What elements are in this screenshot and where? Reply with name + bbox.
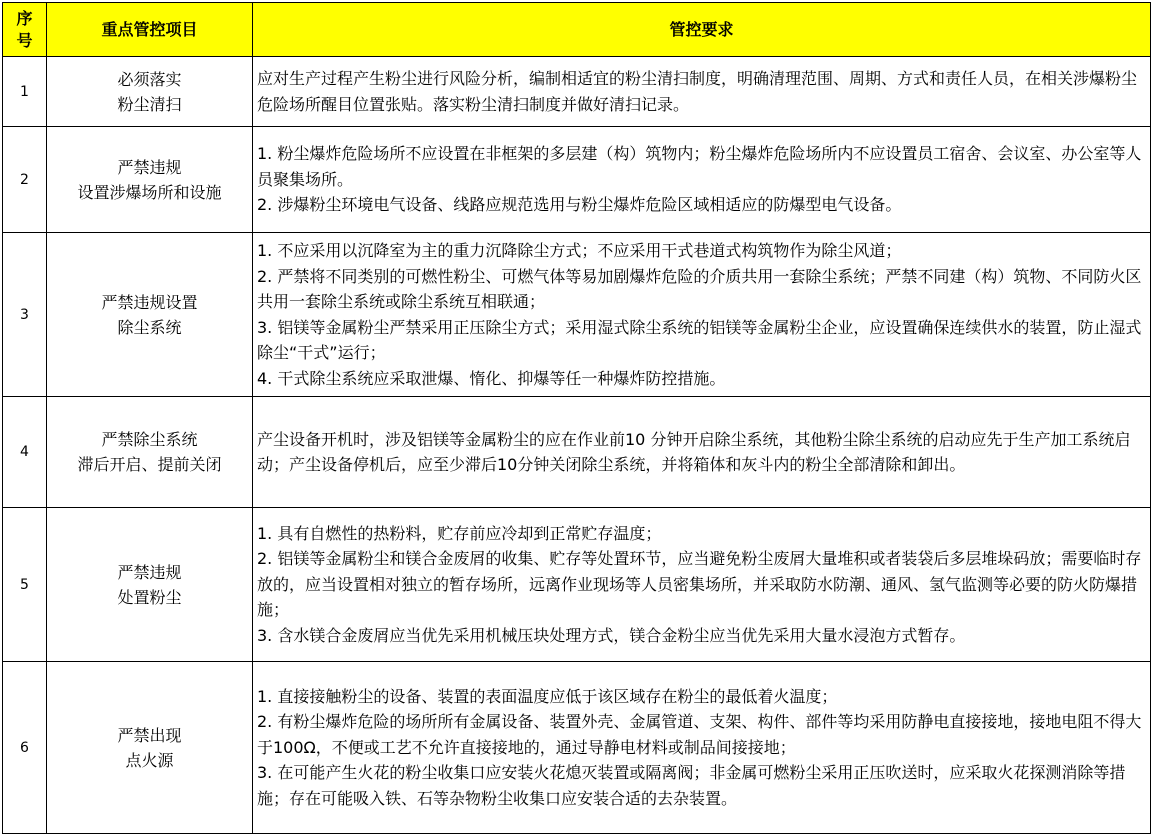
control-item-line: 处置粉尘: [117, 587, 182, 607]
control-item-line: 设置涉爆场所和设施: [77, 182, 222, 202]
header-row: [3, 3, 1151, 57]
table-row: [3, 57, 1151, 127]
control-item-line: 点火源: [125, 750, 174, 770]
control-item: [47, 662, 253, 834]
row-number: 2: [3, 127, 47, 233]
control-item-line: 严禁违规设置: [101, 292, 198, 312]
control-requirement: [253, 233, 1151, 397]
row-number: 6: [3, 662, 47, 834]
control-requirement: [253, 127, 1151, 233]
row-number: 5: [3, 508, 47, 662]
requirement-clause: 1. 粉尘爆炸危险场所不应设置在非框架的多层建（构）筑物内；粉尘爆炸危险场所内不应设置员工宿舍、会议室、办公室等人员聚集场所。: [257, 144, 1142, 189]
control-item: [47, 57, 253, 127]
control-item-line: 严禁违规: [117, 157, 182, 177]
requirement-clause: 1. 具有自燃性的热粉料，贮存前应冷却到正常贮存温度；: [257, 523, 662, 543]
table-row: [3, 662, 1151, 834]
requirement-clause: 1. 直接接触粉尘的设备、装置的表面温度应低于该区域存在粉尘的最低着火温度；: [257, 686, 838, 706]
control-item: [47, 508, 253, 662]
row-number: 4: [3, 397, 47, 508]
header-serial-no-line1: 序: [16, 8, 33, 28]
control-item: [47, 127, 253, 233]
table-row: [3, 127, 1151, 233]
header-serial-no: [3, 3, 47, 57]
control-requirement: [253, 508, 1151, 662]
control-item: [47, 397, 253, 508]
requirement-clause: 3. 在可能产生火花的粉尘收集口应安装火花熄灭装置或隔离阀；非金属可燃粉尘采用正压吹送时，应采取火花探测消除等措施；存在可能吸入铁、石等杂物粉尘收集口应安装合适的去杂装置。: [257, 763, 1126, 808]
control-item: [47, 233, 253, 397]
requirement-clause: 3. 铝镁等金属粉尘严禁采用正压除尘方式；采用湿式除尘系统的铝镁等金属粉尘企业，应设置确保连续供水的装置，防止湿式除尘“干式”运行；: [257, 317, 1142, 362]
control-requirement: 产尘设备开机时，涉及铝镁等金属粉尘的应在作业前10 分钟开启除尘系统，其他粉尘除尘系统的启动应先于生产加工系统启动；产尘设备停机后，应至少滞后10分钟关闭除尘系统，并将箱体和灰斗内的粉尘全部清除和卸出。: [253, 397, 1151, 508]
control-requirement: [253, 662, 1151, 834]
header-control-item: 重点管控项目: [47, 3, 253, 57]
control-item-line: 严禁出现: [117, 725, 182, 745]
table-row: [3, 508, 1151, 662]
row-number: 1: [3, 57, 47, 127]
control-item-line: 滞后开启、提前关闭: [77, 455, 222, 474]
control-item-line: 粉尘清扫: [117, 94, 182, 114]
control-item-line: 严禁违规: [117, 562, 182, 582]
table-row: [3, 233, 1151, 397]
row-number: 3: [3, 233, 47, 397]
requirement-clause: 1. 不应采用以沉降室为主的重力沉降除尘方式；不应采用干式巷道式构筑物作为除尘风道；: [257, 241, 902, 260]
control-requirement: 应对生产过程产生粉尘进行风险分析，编制相适宜的粉尘清扫制度，明确清理范围、周期、方式和责任人员，在相关涉爆粉尘危险场所醒目位置张贴。落实粉尘清扫制度并做好清扫记录。: [253, 57, 1151, 127]
control-item-line: 必须落实: [117, 69, 182, 89]
requirement-clause: 2. 严禁将不同类别的可燃性粉尘、可燃气体等易加剧爆炸危险的介质共用一套除尘系统；严禁不同建（构）筑物、不同防火区共用一套除尘系统或除尘系统互相联通；: [257, 266, 1142, 311]
requirement-clause: 2. 铝镁等金属粉尘和镁合金废屑的收集、贮存等处置环节，应当避免粉尘废屑大量堆积或者装袋后多层堆垛码放；需要临时存放的，应当设置相对独立的暂存场所，远离作业现场等人员密集场所，并采取防水防潮、通风、氢气监测等必要的防火防爆措施；: [257, 549, 1142, 620]
requirement-clause: 4. 干式除尘系统应采取泄爆、惰化、抑爆等任一种爆炸防控措施。: [257, 368, 726, 388]
control-item-line: 严禁除尘系统: [101, 430, 198, 449]
requirement-clause: 2. 涉爆粉尘环境电气设备、线路应规范选用与粉尘爆炸危险区域相适应的防爆型电气设备。: [257, 195, 902, 215]
header-control-requirement: 管控要求: [253, 3, 1151, 57]
table-row: [3, 397, 1151, 508]
dust-control-table: [2, 2, 1151, 834]
header-serial-no-line2: 号: [16, 30, 33, 50]
requirement-clause: 3. 含水镁合金废屑应当优先采用机械压块处理方式，镁合金粉尘应当优先采用大量水浸泡方式暂存。: [257, 625, 966, 645]
requirement-clause: 2. 有粉尘爆炸危险的场所所有金属设备、装置外壳、金属管道、支架、构件、部件等均采用防静电直接接地，接地电阻不得大于100Ω，不便或工艺不允许直接接地的，通过导静电材料或制品间接接地；: [257, 712, 1142, 757]
control-item-line: 除尘系统: [117, 317, 182, 337]
